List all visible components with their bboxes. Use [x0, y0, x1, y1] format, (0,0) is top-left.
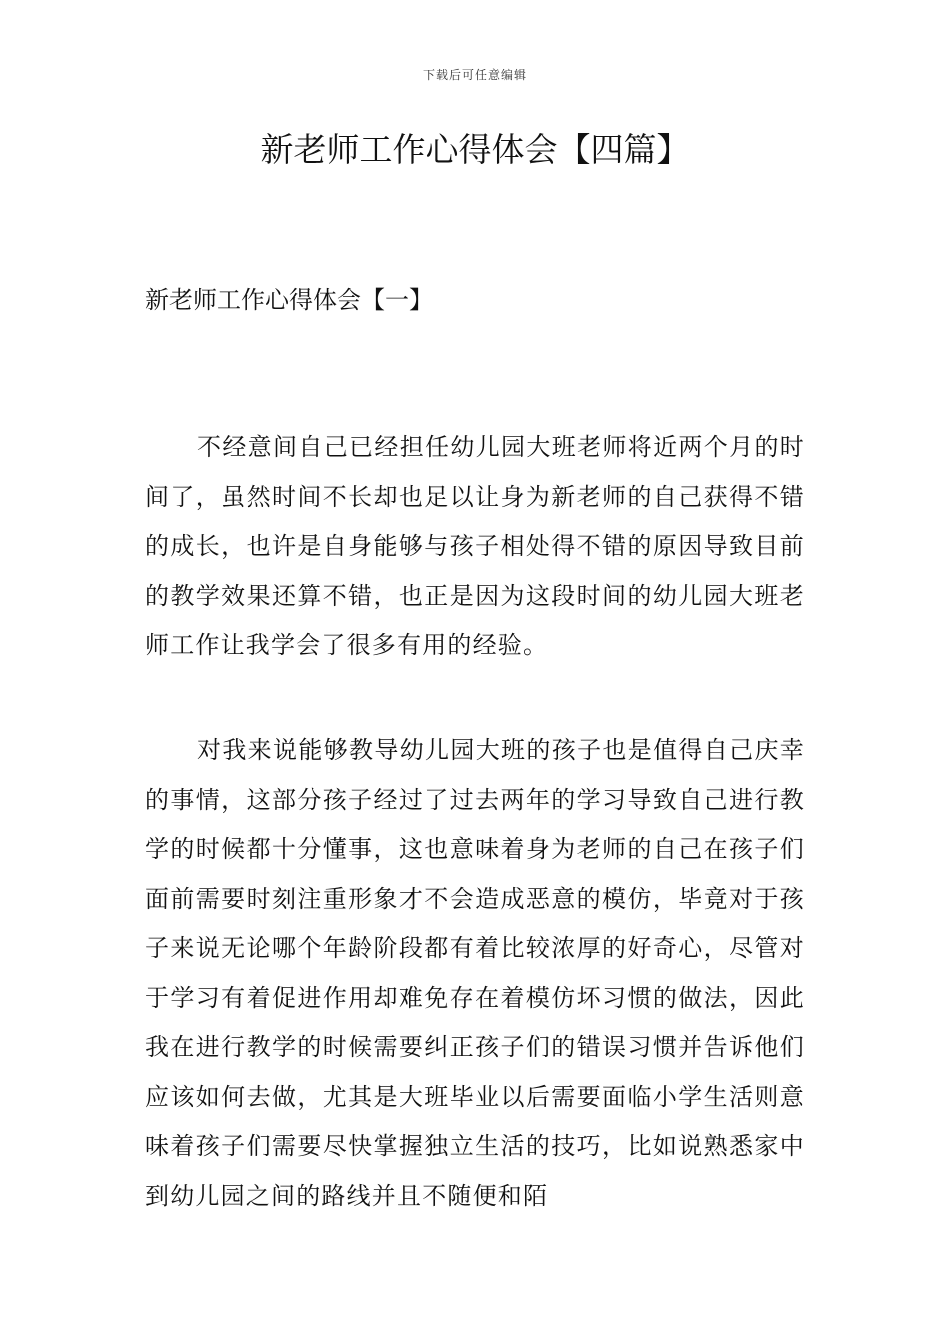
body-paragraph-1: 不经意间自己已经担任幼儿园大班老师将近两个月的时间了，虽然时间不长却也足以让身为新老师的自己获得不错的成长，也许是自身能够与孩子相处得不错的原因导致目前的教学效果还算不错，也正是因为这段时间的幼儿园大班老师工作让我学会了很多有用的经验。 [145, 433, 805, 659]
document-title: 新老师工作心得体会【四篇】 [260, 130, 690, 169]
body-paragraph-2: 对我来说能够教导幼儿园大班的孩子也是值得自己庆幸的事情，这部分孩子经过了过去两年的学习导致自己进行教学的时候都十分懂事，这也意味着身为老师的自己在孩子们面前需要时刻注重形象才不会造成恶意的模仿，毕竟对于孩子来说无论哪个年龄阶段都有着比较浓厚的好奇心，尽管对于学习有着促进作用却难免存在着模仿坏习惯的做法，因此我在进行教学的时候需要纠正孩子们的错误习惯并告诉他们应该如何去做，尤其是大班毕业以后需要面临小学生活则意味着孩子们需要尽快掌握独立生活的技巧，比如说熟悉家中到幼儿园之间的路线并且不随便和陌 [145, 736, 805, 1210]
section-heading: 新老师工作心得体会【一】 [145, 286, 433, 314]
header-note: 下载后可任意编辑 [422, 68, 527, 82]
